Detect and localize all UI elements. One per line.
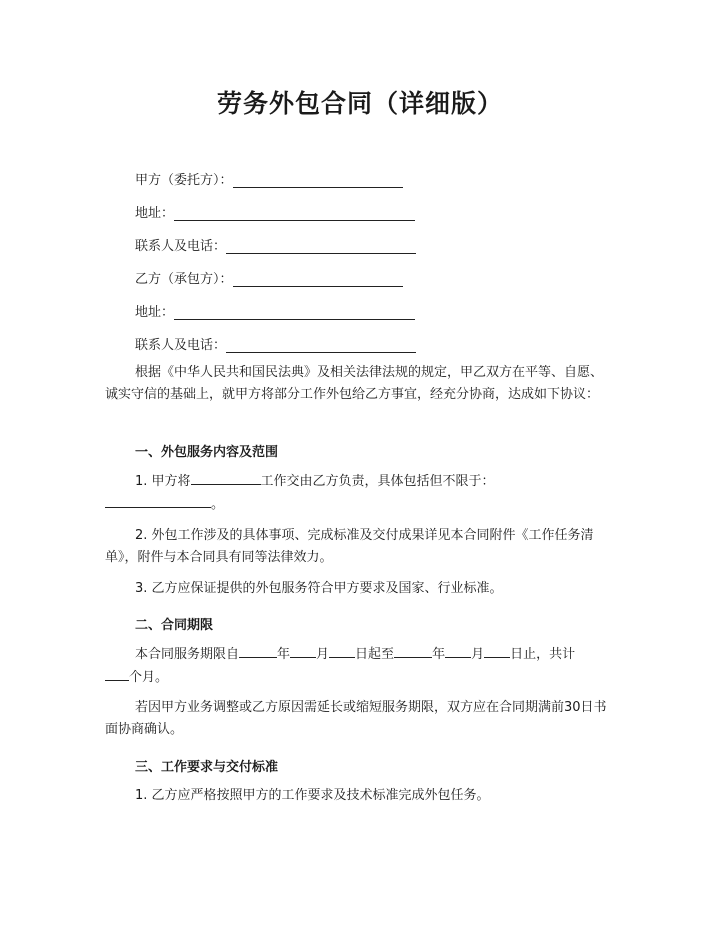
- blank-line[interactable]: [233, 173, 403, 188]
- blank-line[interactable]: [174, 206, 415, 221]
- term-text: 本合同服务期限自: [135, 647, 240, 662]
- field-label: 甲方（委托方）：: [135, 173, 233, 188]
- section1-item2: 2. 外包工作涉及的具体事项、完成标准及交付成果详见本合同附件《工作任务清单》，附件与本合同具有同等法律效力。: [105, 528, 594, 565]
- term-text: 月: [316, 647, 330, 662]
- section-heading: 三、工作要求与交付标准: [135, 760, 279, 775]
- section1-item1-continued: [105, 494, 615, 516]
- blank-line[interactable]: [394, 645, 432, 658]
- section3-item1: 1. 乙方应严格按照甲方的工作要求及技术标准完成外包任务。: [135, 788, 490, 803]
- section-heading: 二、合同期限: [135, 618, 214, 633]
- field-label: 乙方（承包方）：: [135, 272, 233, 287]
- item-end: 。: [211, 497, 225, 512]
- term-text: 个月。: [129, 670, 169, 685]
- blank-line[interactable]: [226, 338, 416, 353]
- blank-line[interactable]: [290, 645, 316, 658]
- blank-line[interactable]: [239, 645, 277, 658]
- party-a-field: [135, 170, 403, 188]
- blank-line[interactable]: [105, 668, 129, 681]
- section2-paragraph2: 若因甲方业务调整或乙方原因需延长或缩短服务期限，双方应在合同期满前30日书面协商确认。: [105, 700, 607, 737]
- party-b-contact-field: [135, 335, 416, 353]
- section-heading: 一、外包服务内容及范围: [135, 445, 279, 460]
- blank-line[interactable]: [226, 239, 416, 254]
- term-text: 日起至: [355, 647, 395, 662]
- blank-line[interactable]: [191, 472, 261, 485]
- blank-line[interactable]: [233, 272, 403, 287]
- blank-line[interactable]: [445, 645, 471, 658]
- item-suffix: 工作交由乙方负责，具体包括但不限于：: [260, 474, 495, 489]
- blank-line[interactable]: [329, 645, 355, 658]
- field-label: 地址：: [135, 305, 175, 320]
- term-text: 年: [432, 647, 446, 662]
- party-a-contact-field: [135, 236, 416, 254]
- page-title: 劳务外包合同（详细版）: [216, 89, 503, 118]
- section2-term-line: [105, 644, 645, 666]
- term-text: 日止，共计: [510, 647, 576, 662]
- term-text: 月: [471, 647, 485, 662]
- field-label: 联系人及电话：: [135, 239, 227, 254]
- blank-line[interactable]: [484, 645, 510, 658]
- party-b-field: [135, 269, 403, 287]
- section2-term-line-continued: [105, 667, 615, 689]
- blank-line[interactable]: [105, 495, 211, 508]
- party-a-address-field: [135, 203, 415, 221]
- section1-item3: 3. 乙方应保证提供的外包服务符合甲方要求及国家、行业标准。: [135, 581, 503, 596]
- field-label: 联系人及电话：: [135, 338, 227, 353]
- section1-item1: [105, 471, 645, 493]
- field-label: 地址：: [135, 206, 175, 221]
- intro-paragraph: 根据《中华人民共和国民法典》及相关法律法规的规定，甲乙双方在平等、自愿、诚实守信的基础上，就甲方将部分工作外包给乙方事宜，经充分协商，达成如下协议：: [105, 365, 604, 402]
- blank-line[interactable]: [174, 305, 415, 320]
- item-prefix: 1. 甲方将: [135, 474, 191, 489]
- term-text: 年: [277, 647, 291, 662]
- party-b-address-field: [135, 302, 415, 320]
